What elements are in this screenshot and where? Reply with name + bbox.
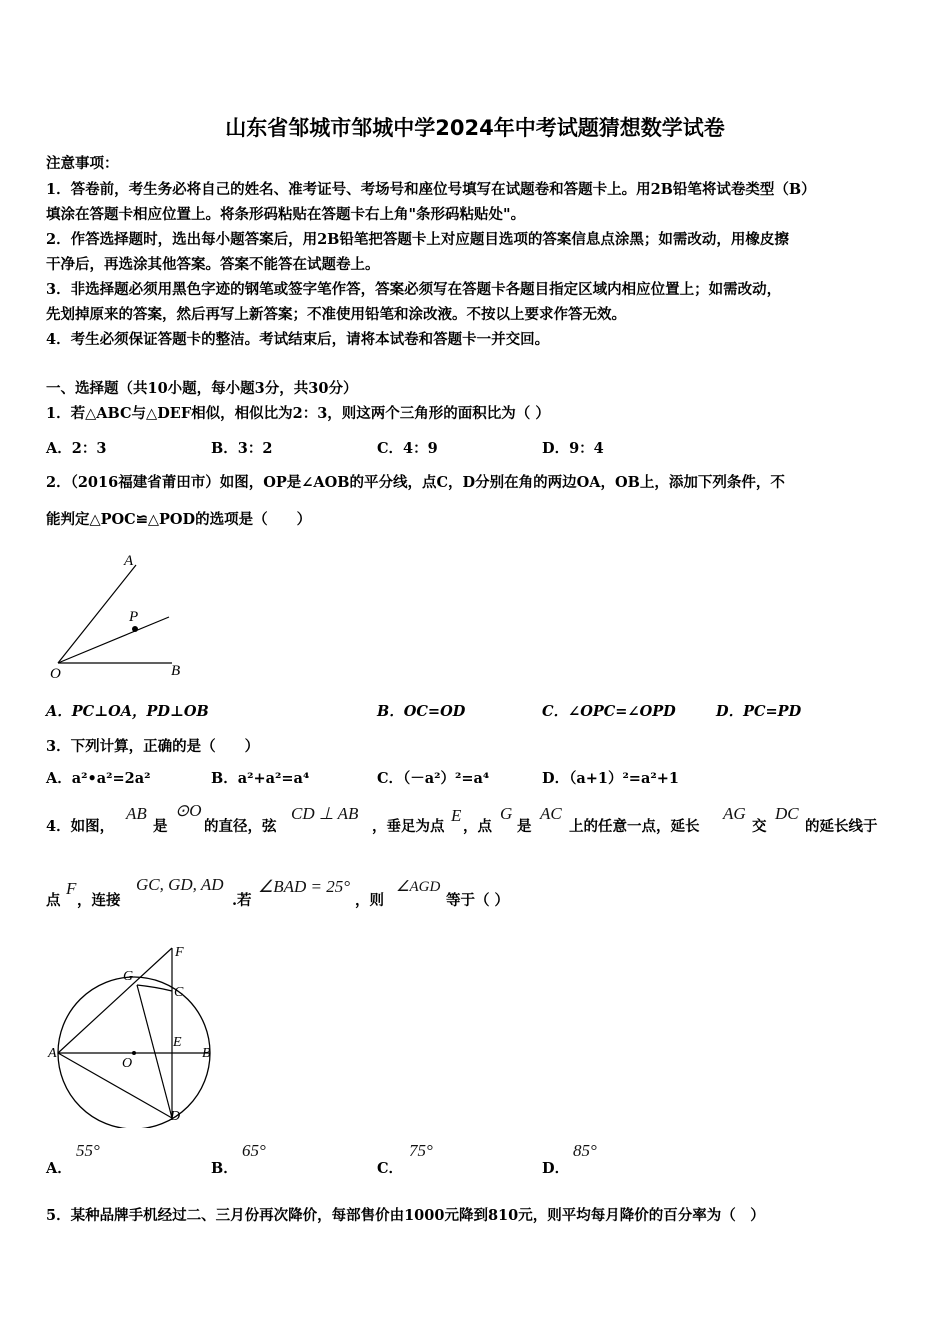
q4-text: 上的任意一点，延长 <box>569 818 700 835</box>
q4-option-a-value: 55° <box>76 1141 100 1160</box>
q4-math: GC, GD, AD <box>136 875 224 894</box>
notice-line: 干净后，再选涂其他答案。答案不能答在试题卷上。 <box>46 256 380 273</box>
label-d: D <box>170 1109 181 1124</box>
q4-text: ，连接 <box>77 892 121 909</box>
q3-option-b: B．a²+a²=a⁴ <box>211 770 310 787</box>
notice-line: 2．作答选择题时，选出每小题答案后，用2B铅笔把答题卡上对应题目选项的答案信息点涂黑；如需改动，用橡皮擦 <box>46 231 789 248</box>
question-2-stem-cont: 能判定△POC≌△POD的选项是（ ） <box>46 511 312 528</box>
notice-line: 先划掉原来的答案，然后再写上新答案；不准使用铅笔和涂改液。不按以上要求作答无效。 <box>46 306 626 323</box>
label-a: A <box>48 1046 57 1061</box>
q4-text: 是 <box>517 818 532 835</box>
q4-option-c-value: 75° <box>409 1141 433 1160</box>
q3-option-d: D．（a+1）²=a²+1 <box>542 770 679 787</box>
q4-option-c-label: C． <box>377 1160 404 1177</box>
q4-math: ∠BAD = 25° <box>258 877 351 896</box>
q4-math: G <box>500 804 513 823</box>
circle-figure <box>44 938 224 1128</box>
q4-option-d-label: D． <box>542 1160 570 1177</box>
q4-math: CD ⊥ AB <box>291 804 359 823</box>
section-heading: 一、选择题（共10小题，每小题3分，共30分） <box>46 380 358 397</box>
angle-bisector-figure <box>44 545 194 680</box>
label-c: C <box>174 985 184 1000</box>
q4-text: ，则 <box>355 892 384 909</box>
q4-text: .若 <box>232 892 252 909</box>
q2-option-b: B．OC=OD <box>377 703 466 720</box>
question-3-stem: 3．下列计算，正确的是（ ） <box>46 738 260 755</box>
notice-line: 3．非选择题必须用黑色字迹的钢笔或签字笔作答，答案必须写在答题卡各题目指定区域内相应位置上；如需改动， <box>46 281 782 298</box>
q2-option-d: D．PC=PD <box>716 703 802 720</box>
q1-option-c: C．4：9 <box>377 440 438 457</box>
label-o: O <box>50 666 61 680</box>
notice-heading: 注意事项： <box>46 155 119 172</box>
q4-math: F <box>66 879 77 898</box>
label-b: B <box>202 1046 211 1061</box>
q4-option-a-label: A． <box>46 1160 72 1177</box>
q2-option-a: A．PC⊥OA，PD⊥OB <box>46 703 209 720</box>
q2-option-c: C．∠OPC=∠OPD <box>542 703 676 720</box>
page-title: 山东省邹城市邹城中学2024年中考试题猜想数学试卷 <box>225 116 725 140</box>
q4-text: ，垂足为点 <box>372 818 445 835</box>
q4-text: 的直径，弦 <box>204 818 277 835</box>
q1-option-a: A．2：3 <box>46 440 107 457</box>
q4-math: AG <box>723 804 746 823</box>
q4-text: 4．如图， <box>46 818 115 835</box>
q4-option-b-label: B． <box>211 1160 238 1177</box>
notice-line: 填涂在答题卡相应位置上。将条形码粘贴在答题卡右上角"条形码粘贴处"。 <box>46 206 526 223</box>
label-o: O <box>122 1056 133 1071</box>
question-5-stem: 5．某种品牌手机经过二、三月份再次降价，每部售价由1000元降到810元，则平均每月降价的百分率为（ ） <box>46 1207 765 1224</box>
q4-text: 点 <box>46 892 61 909</box>
label-g: G <box>123 969 134 984</box>
q4-text: 的延长线于 <box>805 818 878 835</box>
q4-text: 交 <box>752 818 767 835</box>
q1-option-b: B．3：2 <box>211 440 273 457</box>
q1-option-d: D．9：4 <box>542 440 604 457</box>
q4-text: 等于（ ） <box>446 892 510 909</box>
label-a: A <box>124 553 134 569</box>
q4-math: E <box>451 806 462 825</box>
label-e: E <box>173 1035 182 1050</box>
q4-option-d-value: 85° <box>573 1141 597 1160</box>
center-dot <box>132 1051 136 1055</box>
q4-text: ，点 <box>463 818 492 835</box>
question-1-stem: 1．若△ABC与△DEF相似，相似比为2：3，则这两个三角形的面积比为（ ） <box>46 405 550 422</box>
notice-line: 1．答卷前，考生务必将自己的姓名、准考证号、考场号和座位号填写在试题卷和答题卡上。用2B铅笔将试卷类型（B） <box>46 181 816 198</box>
label-b: B <box>171 663 181 679</box>
notice-line: 4．考生必须保证答题卡的整洁。考试结束后，请将本试卷和答题卡一并交回。 <box>46 331 550 348</box>
question-2-stem: 2．（2016福建省莆田市）如图，OP是∠AOB的平分线，点C，D分别在角的两边OA，OB上，添加下列条件，不 <box>46 474 785 491</box>
q4-math: AB <box>126 804 147 823</box>
point-p-dot <box>132 626 138 632</box>
q4-math: AC <box>540 804 562 823</box>
q4-math: DC <box>775 804 799 823</box>
q4-math: ∠AGD <box>396 879 441 895</box>
label-p: P <box>129 609 139 625</box>
q3-option-c: C．（－a²）²=a⁴ <box>377 770 490 787</box>
q4-text: 是 <box>153 818 168 835</box>
q3-option-a: A．a²•a²=2a² <box>46 770 151 787</box>
q4-option-b-value: 65° <box>242 1141 266 1160</box>
label-f: F <box>175 945 184 960</box>
q4-math: ⊙O <box>175 801 202 820</box>
